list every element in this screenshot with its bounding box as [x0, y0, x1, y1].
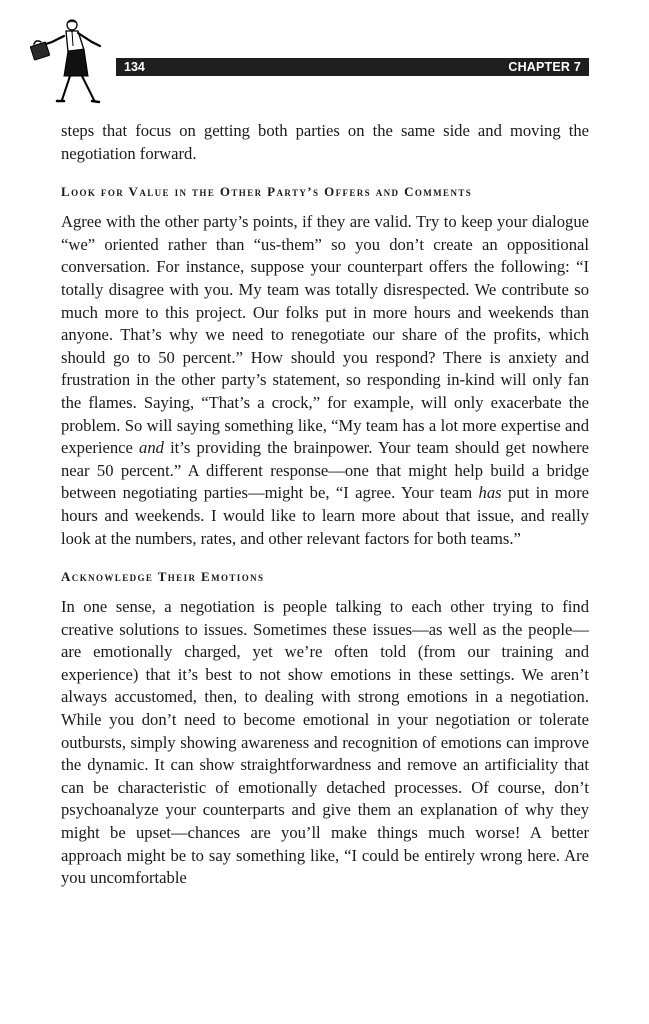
emphasis-text: and [139, 438, 164, 458]
body-text-part: Agree with the other party’s points, if they are valid. Try to keep your dialogue “we” oriented rather than “us-them” so you don’t create an oppositional conversation. For instance, suppose your counterpart offers the following: “I totally disagree with you. My team was totally disrespected. We contribute so much more to this project. Our folks put in more hours and weekends than anyone. That’s why we need to renegotiate our share of the profits, which should go to 50 percent.” How should you respond? There is anxiety and frustration in the other party’s statement, so responding in-kind will only fan the flames. Saying, “That’s a crock,” for example, will only exacerbate the problem. So will saying something like, “My team has a lot more expertise and experience [61, 212, 589, 458]
section-body [61, 211, 589, 550]
section-heading: Look for Value in the Other Party’s Offers and Comments [61, 184, 473, 200]
section-heading: Acknowledge Their Emotions [61, 569, 265, 585]
page-number: 134 [124, 60, 145, 74]
emphasis-text: has [478, 483, 502, 503]
body-paragraph: In one sense, a negotiation is people talking to each other trying to find creative solutions to issues. Sometimes these issues—as well as the people—are emotionally charged, yet we’re often told (from our training and experience) that it’s best to not show emotions in these settings. We aren’t always accustomed, then, to dealing with strong emotions in a negotiation. While you don’t need to become emotional in your negotiation or tolerate outbursts, simply showing awareness and recognition of emotions can improve the dynamic. It can show straightforwardness and remove an artificiality that can be characteristic of emotionally detached processes. Of course, don’t psychoanalyze your counterparts and give them an explanation of why they might be upset—chances are you’ll make things much worse! A better approach might be to say something like, “I could be entirely wrong here. Are you uncomfortable [61, 597, 589, 888]
body-text-part: put in more hours and weekends. I would like to learn more about that issue, and really look at the numbers, rates, and other relevant factors for both teams.” [61, 483, 589, 548]
continued-paragraph: steps that focus on getting both parties on the same side and moving the negotiation forward. [61, 121, 589, 163]
section-look-for-value [61, 182, 589, 550]
body-text-part: it’s providing the brainpower. Your team should get nowhere near 50 percent.” A different response—one that might help build a bridge between negotiating parties—might be, “I agree. Your team [61, 438, 589, 503]
body-paragraph [61, 211, 589, 550]
businesswoman-with-briefcase-icon [28, 16, 108, 108]
section-acknowledge-emotions [61, 567, 589, 890]
chapter-label: CHAPTER 7 [508, 60, 581, 74]
page-content [61, 120, 589, 907]
running-header-bar [116, 58, 589, 76]
section-body [61, 596, 589, 890]
